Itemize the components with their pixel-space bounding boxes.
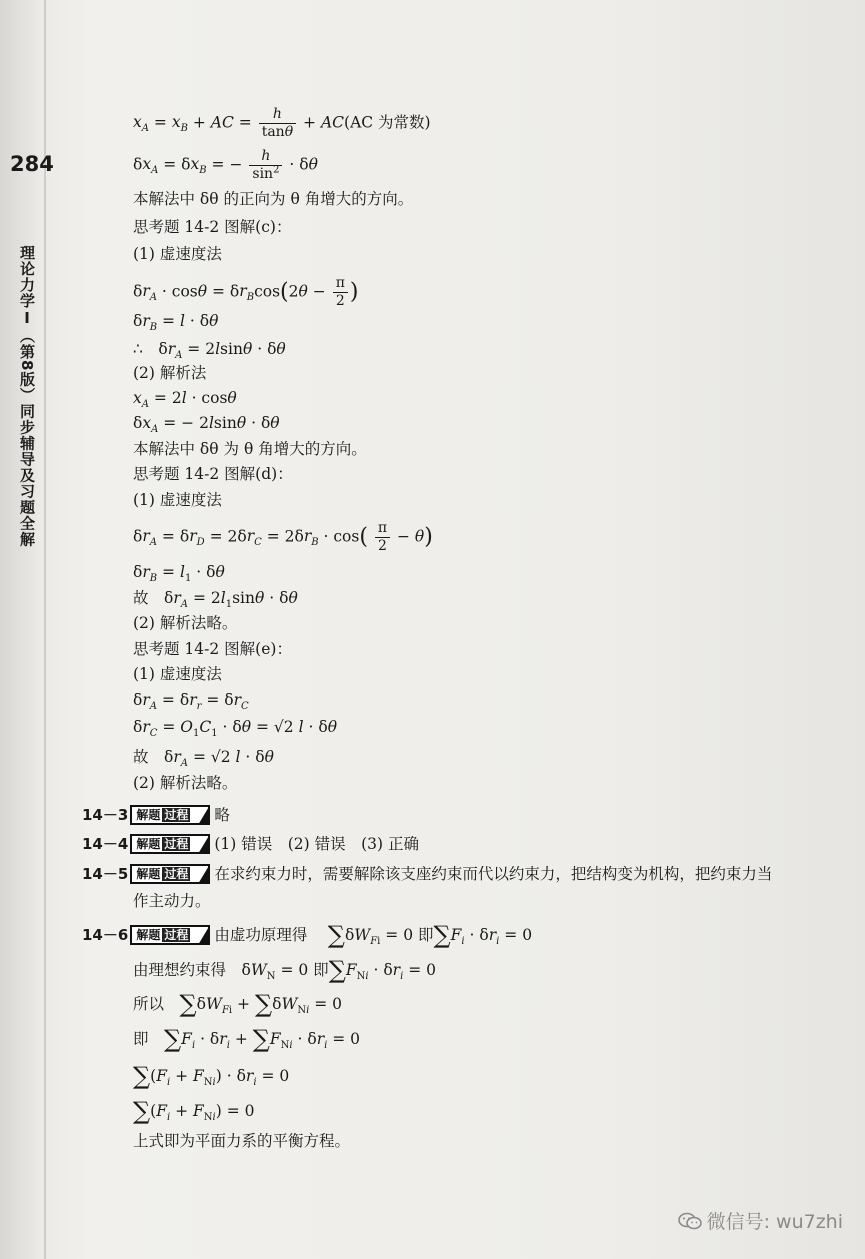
virtual-velocity-e: (1) 虚速度法 (133, 665, 222, 683)
equation-e3: 故 $\delta r_A = √2$ l · δθ (133, 748, 274, 770)
method-note-2: 本解法中 δθ 为 θ 角增大的方向。 (133, 440, 367, 458)
wechat-icon (677, 1211, 703, 1231)
item-14-3: 14－3 解题 过程 略 (82, 806, 230, 824)
equation-d1: $\delta r_A = \delta r_D = 2\delta r_C = 2\delta r_B \cdot \cos$( $\frac{\pi}{2}$ − θ) (133, 520, 433, 554)
constant-note: (AC 为常数) (344, 113, 431, 132)
equation-d3: 故 $\delta r_A = 2l_1\sin\theta \cdot \delta\theta$ (133, 589, 298, 611)
equation-ideal: 由理想约束得 $\delta W_N = 0$ 即$\sum F_{Ni} \cdot \delta r_i = 0$ (133, 956, 436, 984)
equation-c1: $\delta r_A \cdot \cos\theta = \delta r_B\cos(2\theta$ − $\frac{\pi}{2}$ ) (133, 275, 359, 309)
binding-shadow (44, 0, 46, 1259)
analytic-c: (2) 解析法 (133, 364, 207, 382)
equation-c4: $x_A = 2l \cdot \cos\theta$ (133, 389, 237, 411)
heading-e: 思考题 14-2 图解(e)： (133, 640, 292, 658)
equation-ji: 即 $\sum F_i \cdot \delta r_i + \sum F_{Ni} \cdot \delta r_i = 0$ (133, 1025, 361, 1053)
heading-d: 思考题 14-2 图解(d)： (133, 465, 293, 483)
item-14-5: 14－5 解题 过程 在求约束力时，需要解除该支座约束而代以约束力，把结构变为机构，把约束力当 (82, 865, 773, 883)
equation-d2: $\delta r_B = l_1 \cdot \delta\theta$ (133, 563, 225, 585)
page-number: 284 (10, 152, 54, 176)
virtual-velocity-d: (1) 虚速度法 (133, 491, 222, 509)
book-title-sidebar: 理论力学Ⅰ（第8版）同步辅导及习题全解 (18, 245, 36, 548)
equation-sum1: $\sum(F_i + F_{Ni}) \cdot \delta r_i = 0$ (133, 1062, 290, 1090)
analytic-omit-e: (2) 解析法略。 (133, 774, 238, 792)
equation-xa: $x_A = x_B$ + AC = $\frac{h}{\tan\theta}$ + AC(AC 为常数) (133, 106, 431, 140)
solution-badge: 解题 过程 (130, 834, 210, 854)
item-14-6: 14－6 解题 过程 由虚功原理得 $\sum\delta W_{Fi} = 0$ 即$\sum F_i \cdot \delta r_i = 0$ (82, 921, 533, 949)
equation-c2: $\delta r_B = l \cdot \delta\theta$ (133, 312, 219, 334)
equation-suoyi: 所以 $\sum\delta W_{Fi} + \sum\delta W_{Ni} = 0$ (133, 990, 343, 1018)
equation-e1: $\delta r_A = \delta r_r = \delta r_C$ (133, 691, 249, 713)
equation-c5: $\delta x_A$ = − 2lsinθ · δθ (133, 414, 280, 436)
solution-badge: 解题 过程 (130, 805, 210, 825)
solution-badge: 解题 过程 (130, 864, 210, 884)
item-14-4: 14－4 解题 过程 (1) 错误 (2) 错误 (3) 正确 (82, 835, 419, 853)
equation-e2: $\delta r_C = O_1C_1 \cdot \delta\theta = √2$ l · δθ (133, 718, 338, 740)
solution-badge: 解题 过程 (130, 925, 210, 945)
wechat-watermark: 微信号: wu7zhi (677, 1207, 843, 1234)
method-note-1: 本解法中 δθ 的正向为 θ 角增大的方向。 (133, 190, 414, 208)
equation-sum2: $\sum(F_i + F_{Ni}) = 0$ (133, 1097, 255, 1125)
virtual-velocity-c: (1) 虚速度法 (133, 245, 222, 263)
equation-delta-xa: $\delta x_A = \delta x_B$ = − $\frac{h}{\sin^2}$ · δθ (133, 148, 318, 182)
item-14-5-cont: 作主动力。 (133, 892, 211, 910)
heading-c: 思考题 14-2 图解(c)： (133, 218, 292, 236)
analytic-omit-d: (2) 解析法略。 (133, 614, 238, 632)
equation-c3: ∴ $\delta r_A = 2lsin\theta \cdot \delta\theta$ (133, 340, 286, 362)
conclusion: 上式即为平面力系的平衡方程。 (133, 1132, 351, 1150)
